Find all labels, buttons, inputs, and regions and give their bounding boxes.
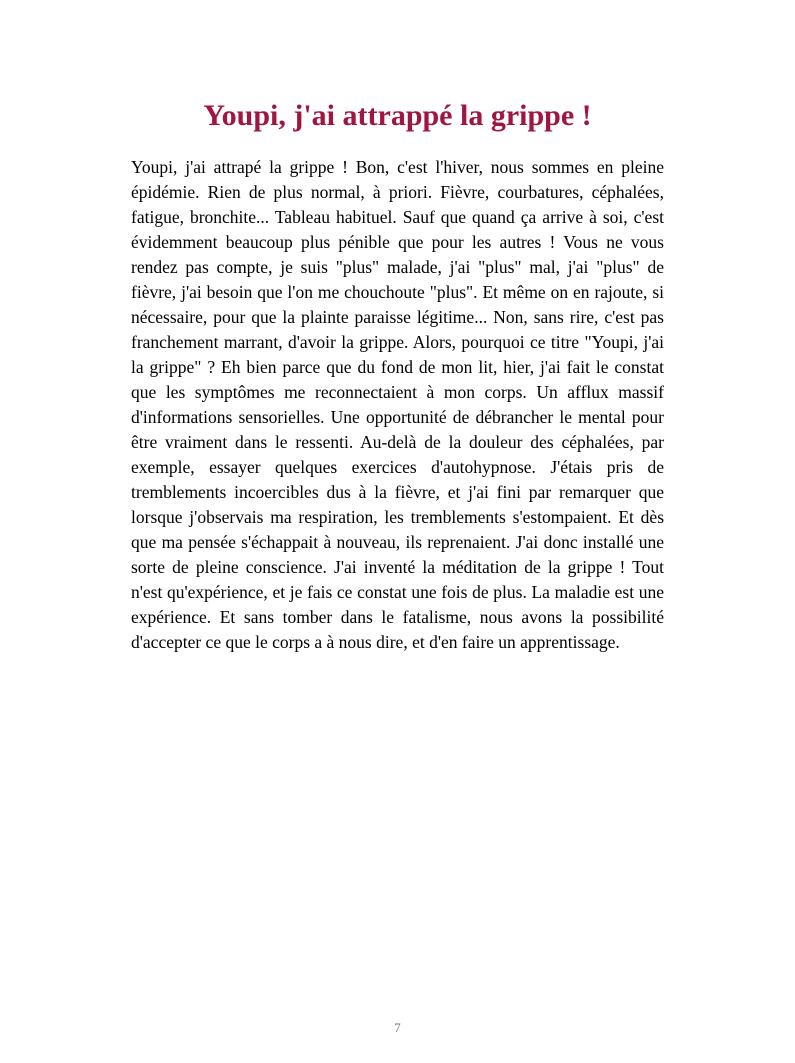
page-number: 7: [394, 1020, 401, 1035]
body-paragraph: Youpi, j'ai attrapé la grippe ! Bon, c'est l'hiver, nous sommes en pleine épidémie. Rien de plus normal, à priori. Fièvre, courbatures, céphalées, fatigue, bronchite... Tableau habituel. Sauf que quand ça arrive à soi, c'est évidemment beaucoup plus pénible que pour les autres ! Vous ne vous rendez pas compte, je suis "plus" malade, j'ai "plus" mal, j'ai "plus" de fièvre, j'ai besoin que l'on me chouchoute "plus". Et même on en rajoute, si nécessaire, pour que la plainte paraisse légitime... Non, sans rire, c'est pas franchement marrant, d'avoir la grippe. Alors, pourquoi ce titre "Youpi, j'ai la grippe" ? Eh bien parce que du fond de mon lit, hier, j'ai fait le constat que les symptômes me reconnectaient à mon corps. Un afflux massif d'informations sensorielles. Une opportunité de débrancher le mental pour être vraiment dans le ressenti. Au-delà de la douleur des céphalées, par exemple, essayer quelques exercices d'autohypnose. J'étais pris de tremblements incoercibles dus à la fièvre, et j'ai fini par remarquer que lorsque j'observais ma respiration, les tremblements s'estompaient. Et dès que ma pensée s'échappait à nouveau, ils reprenaient. J'ai donc installé une sorte de pleine conscience. J'ai inventé la méditation de la grippe ! Tout n'est qu'expérience, et je fais ce constat une fois de plus. La maladie est une expérience. Et sans tomber dans le fatalisme, nous avons la possibilité d'accepter ce que le corps a à nous dire, et d'en faire un apprentissage.: [131, 157, 664, 652]
page-title: Youpi, j'ai attrappé la grippe !: [203, 99, 592, 132]
